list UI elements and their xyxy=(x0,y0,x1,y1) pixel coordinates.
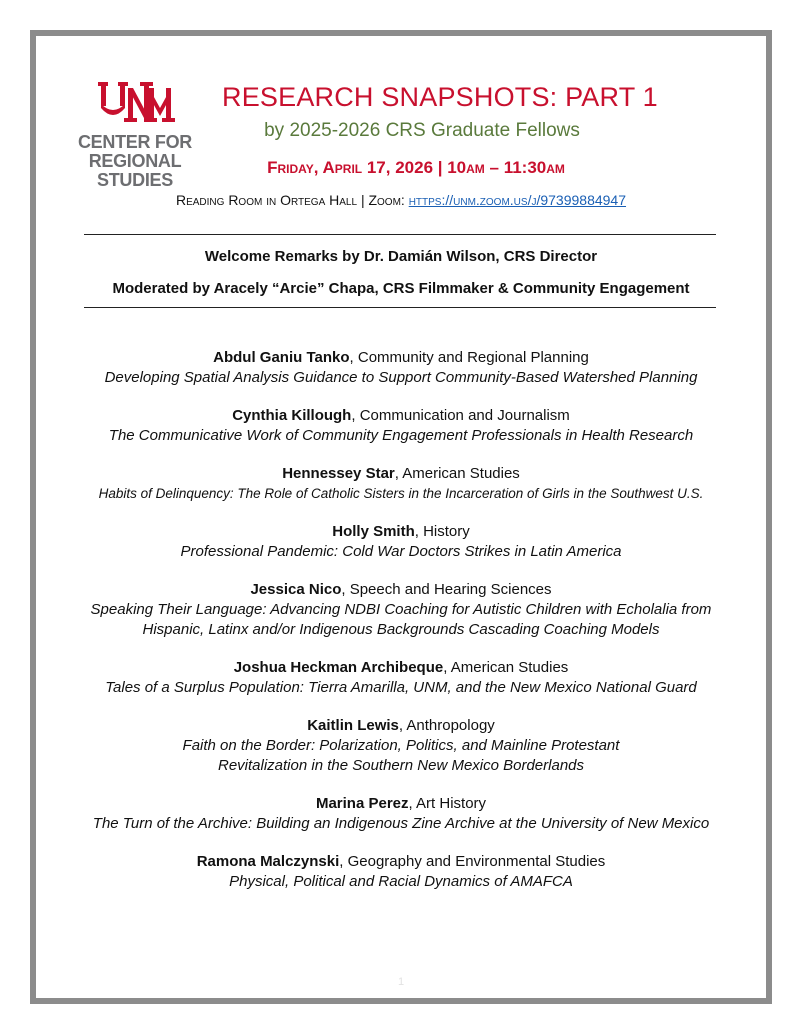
fellow-name: Marina Perez xyxy=(315,795,409,812)
fellow-department: , History xyxy=(414,523,470,540)
fellow-name-line xyxy=(46,406,756,426)
fellow-name-line xyxy=(46,464,756,484)
fellow-name: Cynthia Killough xyxy=(232,407,352,424)
fellow-department: , Community and Regional Planning xyxy=(349,349,589,366)
divider-top xyxy=(84,234,716,235)
fellow-project-title: The Turn of the Archive: Building an Indigenous Zine Archive at the University of New Mexico xyxy=(92,815,710,832)
fellow-entry xyxy=(46,794,756,834)
fellow-entry xyxy=(46,716,756,776)
fellow-department: , Anthropology xyxy=(398,717,495,734)
welcome-remarks: Welcome Remarks by Dr. Damián Wilson, CRS Director xyxy=(204,248,598,265)
fellow-name-line xyxy=(46,580,756,600)
fellow-name: Kaitlin Lewis xyxy=(307,717,399,734)
fellow-department: , Geography and Environmental Studies xyxy=(339,853,606,870)
fellow-project-title: Speaking Their Language: Advancing NDBI Coaching for Autistic Children with Echolalia from xyxy=(90,601,712,618)
event-venue xyxy=(96,192,706,208)
logo-line-2: REGIONAL STUDIES xyxy=(88,151,182,190)
page-frame xyxy=(30,30,772,1004)
fellow-name-line xyxy=(46,716,756,736)
fellow-department: , Communication and Journalism xyxy=(351,407,570,424)
fellow-department: , American Studies xyxy=(443,659,569,676)
fellow-project-title: Habits of Delinquency: The Role of Catholic Sisters in the Incarceration of Girls in the Southwest U.S. xyxy=(98,486,704,501)
divider-bottom xyxy=(84,307,716,308)
page-title: RESEARCH SNAPSHOTS: PART 1 xyxy=(222,82,658,112)
fellow-entry xyxy=(46,406,756,446)
fellow-entry xyxy=(46,348,756,388)
fellow-project-title: Hispanic, Latinx and/or Indigenous Backgrounds Cascading Coaching Models xyxy=(142,621,660,638)
fellows-list xyxy=(46,348,756,910)
fellow-name: Abdul Ganiu Tanko xyxy=(213,349,350,366)
fellow-name-line xyxy=(46,522,756,542)
zoom-link[interactable]: https://unm.zoom.us/j/97399884947 xyxy=(408,192,627,208)
unm-crs-logo xyxy=(50,78,220,198)
fellow-project-title: Professional Pandemic: Cold War Doctors Strikes in Latin America xyxy=(180,543,622,560)
fellow-name-line xyxy=(46,348,756,368)
logo-line-1: CENTER FOR xyxy=(77,132,192,152)
fellow-name: Hennessey Star xyxy=(282,465,395,482)
fellow-name: Jessica Nico xyxy=(250,581,342,598)
fellow-project-title: Faith on the Border: Polarization, Politics, and Mainline Protestant xyxy=(182,737,620,754)
fellow-entry xyxy=(46,658,756,698)
fellow-entry xyxy=(46,464,756,504)
fellow-project-title: Developing Spatial Analysis Guidance to Support Community-Based Watershed Planning xyxy=(104,369,698,386)
page-number: 1 xyxy=(397,976,405,988)
unm-logo-mark-icon xyxy=(94,78,176,130)
fellow-entry xyxy=(46,852,756,892)
fellow-department: , Speech and Hearing Sciences xyxy=(341,581,552,598)
page-subtitle: by 2025-2026 CRS Graduate Fellows xyxy=(264,120,580,141)
fellow-name: Holly Smith xyxy=(332,523,415,540)
fellow-name: Joshua Heckman Archibeque xyxy=(233,659,444,676)
fellow-name-line xyxy=(46,852,756,872)
fellow-department: , Art History xyxy=(408,795,487,812)
fellow-project-title: Physical, Political and Racial Dynamics of AMAFCA xyxy=(229,873,573,890)
fellow-project-title: Revitalization in the Southern New Mexico Borderlands xyxy=(217,757,585,774)
fellow-entry xyxy=(46,580,756,640)
fellow-name-line xyxy=(46,658,756,678)
fellow-project-title: Tales of a Surplus Population: Tierra Amarilla, UNM, and the New Mexico National Guard xyxy=(105,679,697,696)
fellow-name-line xyxy=(46,794,756,814)
event-date: Friday, April 17, 2026 | 10am – 11:30am xyxy=(267,158,565,177)
fellow-entry xyxy=(46,522,756,562)
venue-text: Reading Room in Ortega Hall | Zoom: xyxy=(175,192,409,208)
fellow-name: Ramona Malczynski xyxy=(196,853,340,870)
fellow-project-title: The Communicative Work of Community Engagement Professionals in Health Research xyxy=(108,427,694,444)
fellow-department: , American Studies xyxy=(394,465,520,482)
moderator-line: Moderated by Aracely “Arcie” Chapa, CRS Filmmaker & Community Engagement xyxy=(112,280,690,297)
